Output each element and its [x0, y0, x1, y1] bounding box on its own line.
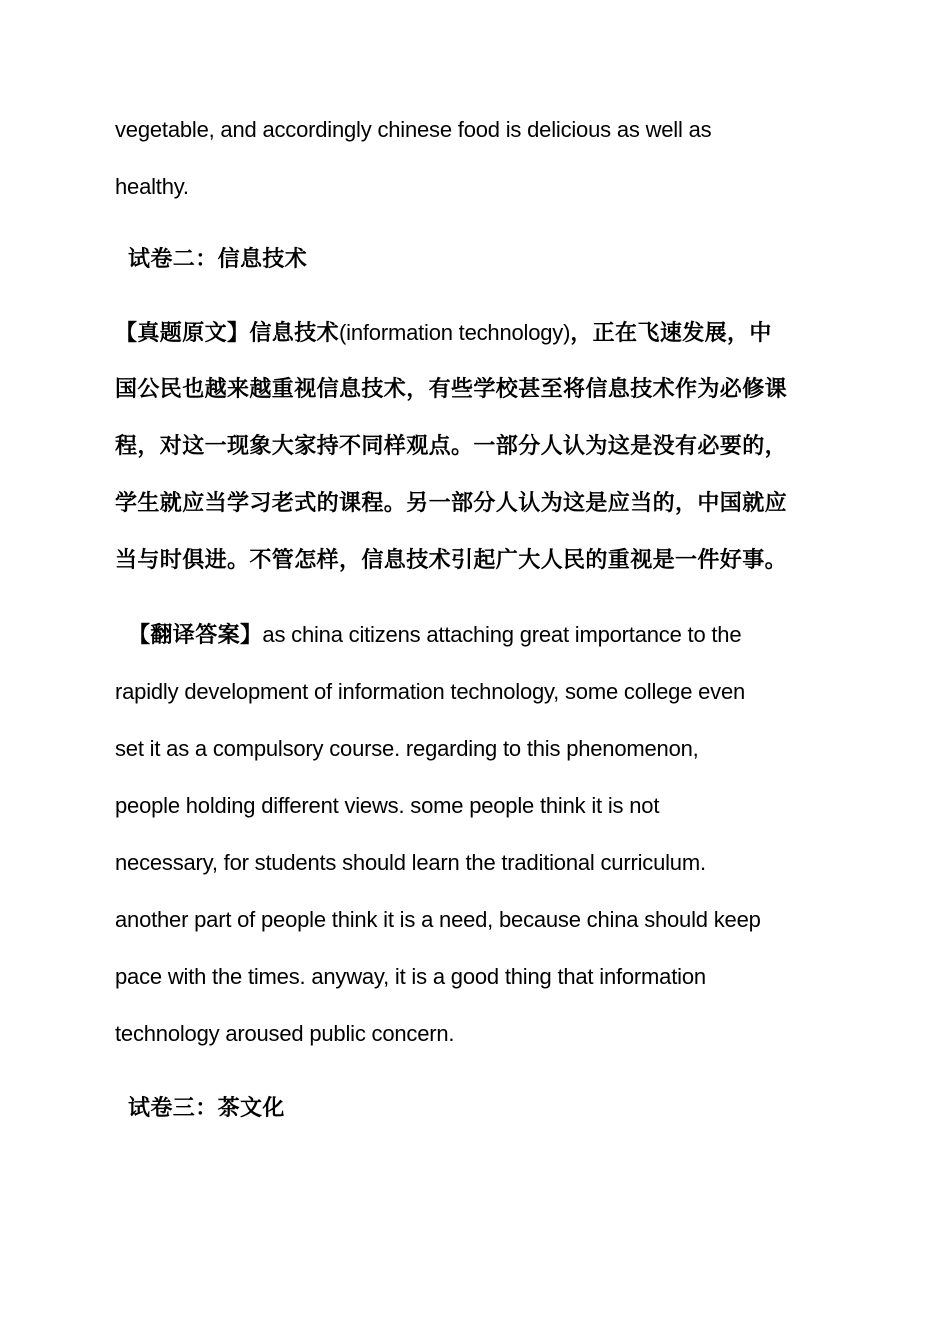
question-line-2: 国公民也越来越重视信息技术，有些学校甚至将信息技术作为必修课 — [115, 377, 788, 402]
answer-line-1-text: as china citizens attaching great importance to the — [262, 622, 742, 647]
answer-line-8: technology aroused public concern. — [115, 1021, 455, 1046]
answer-line-3: set it as a compulsory course. regarding to this phenomenon, — [115, 736, 699, 761]
section-3-heading: 试卷三：茶文化 — [128, 1096, 285, 1121]
question-label: 【真题原文】 — [115, 321, 250, 346]
question-line-1 — [115, 318, 772, 349]
question-line-5: 当与时俱进。不管怎样，信息技术引起广大人民的重视是一件好事。 — [115, 548, 788, 573]
question-term-en: (information technology) — [339, 320, 571, 345]
question-line-1-rest: ，正在飞速发展，中 — [570, 321, 772, 346]
answer-line-4: people holding different views. some people think it is not — [115, 793, 660, 818]
section-2-heading: 试卷二：信息技术 — [128, 247, 308, 272]
question-line-4: 学生就应当学习老式的课程。另一部分人认为这是应当的，中国就应 — [115, 491, 788, 516]
question-term-cn: 信息技术 — [249, 321, 340, 346]
answer-line-5: necessary, for students should learn the traditional curriculum. — [115, 850, 706, 875]
answer-line-1 — [128, 620, 741, 651]
answer-line-7: pace with the times. anyway, it is a good thing that information — [115, 964, 706, 989]
answer-line-6: another part of people think it is a need, because china should keep — [115, 907, 761, 932]
intro-line-2: healthy. — [115, 174, 189, 199]
answer-line-2: rapidly development of information technology, some college even — [115, 679, 746, 704]
answer-label: 【翻译答案】 — [128, 623, 263, 648]
intro-line-1: vegetable, and accordingly chinese food is delicious as well as — [115, 117, 712, 142]
question-line-3: 程，对这一现象大家持不同样观点。一部分人认为这是没有必要的， — [115, 434, 788, 459]
